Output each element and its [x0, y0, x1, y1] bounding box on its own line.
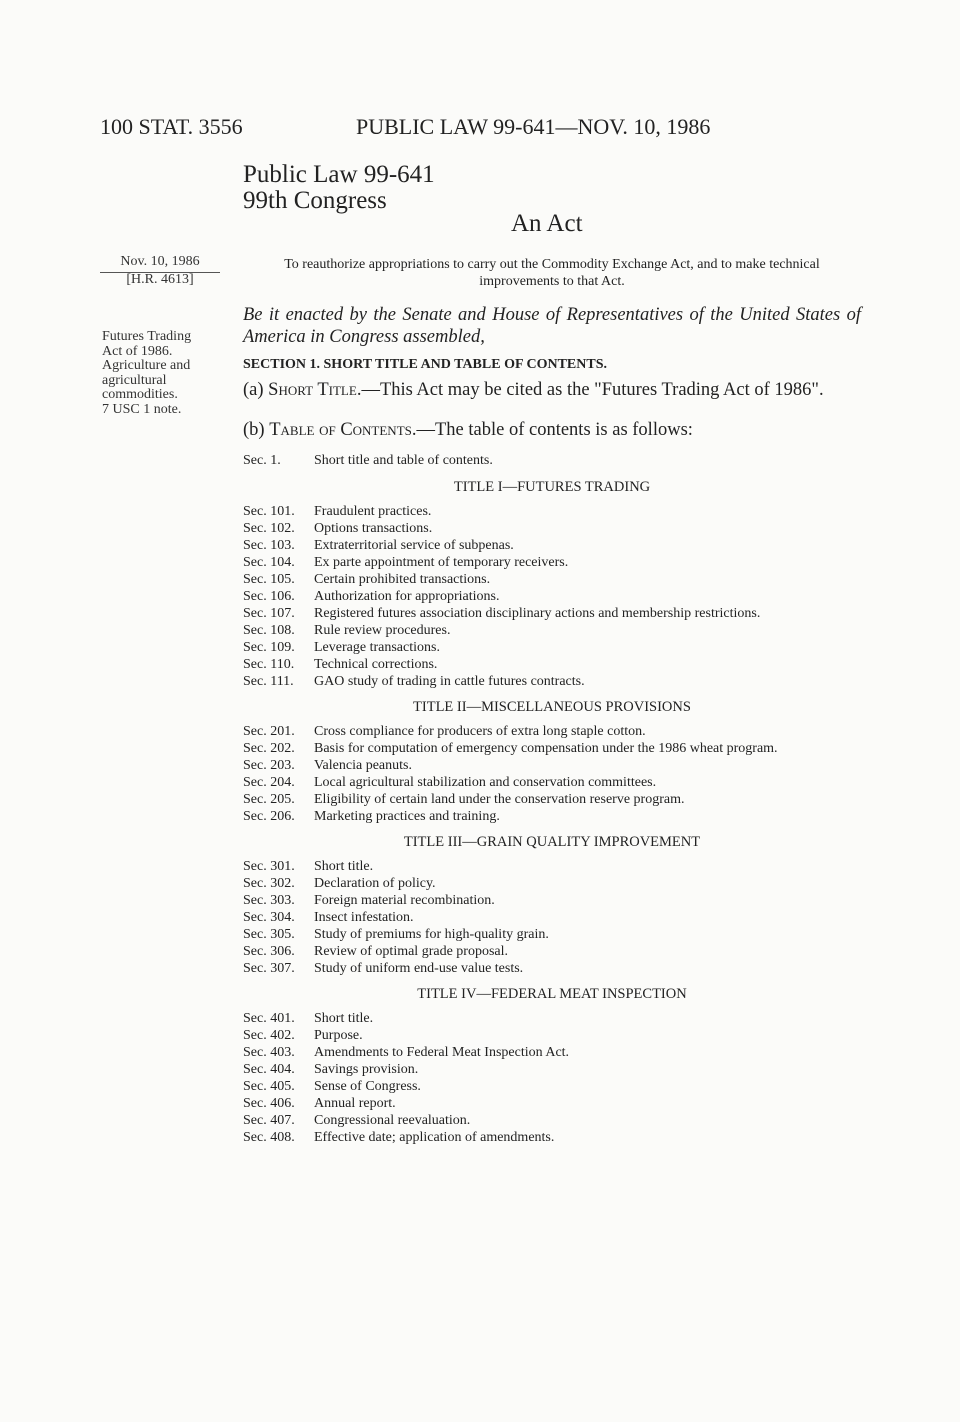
toc-entry [243, 740, 861, 757]
running-head: PUBLIC LAW 99-641—NOV. 10, 1986 [356, 114, 711, 139]
toc-section-title: Study of uniform end-use value tests. [314, 961, 524, 976]
side-note-line: agricultural [102, 372, 167, 388]
toc-entry [243, 926, 861, 943]
toc-section-title: Rule review procedures. [314, 623, 451, 638]
toc-section-number: Sec. 205. [243, 792, 295, 807]
toc-section-number: Sec. 101. [243, 504, 295, 519]
toc-entry [243, 858, 861, 875]
toc-section-number: Sec. 402. [243, 1028, 295, 1043]
toc-section-title: Marketing practices and training. [314, 809, 500, 824]
toc-section-number: Sec. 103. [243, 538, 295, 553]
act-label: An Act [511, 210, 583, 237]
toc-section-title: Leverage transactions. [314, 640, 440, 655]
toc-section-title: Options transactions. [314, 521, 433, 536]
enacting-clause: Be it enacted by the Senate and House of Representatives of the United States of America in Congress assembled, [243, 305, 861, 347]
toc-section-number: Sec. 206. [243, 809, 295, 824]
toc-section-number: Sec. 110. [243, 657, 295, 672]
toc-section-title: Technical corrections. [314, 657, 438, 672]
toc-section-title: Savings provision. [314, 1062, 419, 1077]
toc-section-title: Cross compliance for producers of extra long staple cotton. [314, 724, 646, 739]
toc-section-title: Study of premiums for high-quality grain. [314, 927, 549, 942]
toc-section-title: Purpose. [314, 1028, 363, 1043]
toc-section-title: Declaration of policy. [314, 876, 436, 891]
subsection-a-label: (a) [243, 380, 269, 400]
page-stat-number: 100 STAT. 3556 [100, 114, 243, 139]
toc-section-number: Sec. 108. [243, 623, 295, 638]
margin-date: Nov. 10, 1986 [100, 254, 220, 273]
act-purpose: To reauthorize appropriations to carry out the Commodity Exchange Act, and to make technical improvements to that Act. [284, 257, 820, 289]
margin-side-notes [102, 330, 191, 417]
toc-entry [243, 503, 861, 520]
toc-entry [243, 757, 861, 774]
toc-entry [243, 875, 861, 892]
toc-title-heading: TITLE III—GRAIN QUALITY IMPROVEMENT [403, 834, 701, 850]
toc-entry [243, 892, 861, 909]
toc-section-number: Sec. 405. [243, 1079, 295, 1094]
side-note-line: 7 USC 1 note. [102, 401, 182, 417]
toc-section-number: Sec. 301. [243, 859, 295, 874]
toc-section-title: GAO study of trading in cattle futures contracts. [314, 674, 585, 689]
toc-section-title: Ex parte appointment of temporary receivers. [314, 555, 569, 570]
toc-section-number: Sec. 305. [243, 927, 295, 942]
toc-entry [243, 1112, 861, 1129]
toc-section-title: Short title. [314, 859, 374, 874]
toc-entry [243, 960, 861, 977]
toc-entry [243, 909, 861, 926]
table-of-contents [243, 452, 861, 1146]
subsection-a [243, 380, 861, 400]
toc-title-heading: TITLE I—FUTURES TRADING [453, 479, 651, 495]
toc-section-title: Effective date; application of amendments. [314, 1130, 555, 1145]
toc-entry [243, 1044, 861, 1061]
toc-section-title: Insect infestation. [314, 910, 414, 925]
toc-section-number: Sec. 403. [243, 1045, 295, 1060]
toc-entry [243, 943, 861, 960]
toc-entry [243, 571, 861, 588]
subsection-b-label: (b) [243, 420, 270, 440]
toc-entry [243, 1010, 861, 1027]
toc-entry [243, 622, 861, 639]
toc-section-title: Sense of Congress. [314, 1079, 421, 1094]
toc-section-number: Sec. 203. [243, 758, 295, 773]
toc-entry [243, 1061, 861, 1078]
toc-section-number: Sec. 204. [243, 775, 295, 790]
toc-section-title: Authorization for appropriations. [314, 589, 500, 604]
toc-section-number: Sec. 406. [243, 1096, 295, 1111]
toc-entry [243, 537, 861, 554]
margin-bill-number: [H.R. 4613] [126, 272, 194, 287]
subsection-b-text: .—The table of contents is as follows: [411, 420, 693, 440]
toc-section-number: Sec. 304. [243, 910, 295, 925]
toc-section-title: Local agricultural stabilization and conservation committees. [314, 775, 657, 790]
toc-entry [243, 639, 861, 656]
toc-entry [243, 673, 861, 690]
toc-section-number: Sec. 303. [243, 893, 295, 908]
toc-section-number: Sec. 1. [243, 453, 281, 468]
toc-section-number: Sec. 408. [243, 1130, 295, 1145]
toc-entry [243, 605, 861, 622]
toc-entry [243, 1129, 861, 1146]
toc-section-title: Fraudulent practices. [314, 504, 432, 519]
toc-section-number: Sec. 407. [243, 1113, 295, 1128]
subsection-a-caption: Short Title [268, 380, 357, 400]
toc-entry [243, 1027, 861, 1044]
toc-section-number: Sec. 107. [243, 606, 295, 621]
toc-section-number: Sec. 102. [243, 521, 295, 536]
toc-entry [243, 774, 861, 791]
side-note-line: Agriculture and [102, 358, 191, 373]
toc-section-title: Short title and table of contents. [314, 453, 493, 468]
toc-section-title: Short title. [314, 1011, 374, 1026]
toc-entry [243, 452, 861, 469]
toc-section-number: Sec. 104. [243, 555, 295, 570]
toc-entry [243, 1078, 861, 1095]
toc-section-title: Certain prohibited transactions. [314, 572, 491, 587]
toc-entry [243, 723, 861, 740]
subsection-b-caption: Table of Contents [269, 420, 412, 440]
toc-entry [243, 1095, 861, 1112]
toc-section-title: Valencia peanuts. [314, 758, 412, 773]
side-note-line: Futures Trading [102, 329, 192, 344]
toc-entry [243, 554, 861, 571]
toc-section-title: Congressional reevaluation. [314, 1113, 471, 1128]
toc-section-title: Basis for computation of emergency compensation under the 1986 wheat program. [314, 741, 778, 756]
toc-section-title: Registered futures association disciplinary actions and membership restrictions. [314, 606, 761, 621]
toc-section-number: Sec. 106. [243, 589, 295, 604]
toc-section-title: Foreign material recombination. [314, 893, 495, 908]
toc-section-title: Eligibility of certain land under the conservation reserve program. [314, 792, 685, 807]
toc-section-number: Sec. 105. [243, 572, 295, 587]
toc-entry [243, 588, 861, 605]
toc-entry [243, 520, 861, 537]
toc-entry [243, 808, 861, 825]
law-title: Public Law 99-641 [243, 161, 435, 188]
subsection-b [243, 420, 861, 440]
toc-title-heading: TITLE II—MISCELLANEOUS PROVISIONS [413, 699, 691, 715]
toc-section-title: Amendments to Federal Meat Inspection Act. [314, 1045, 570, 1060]
side-note-line: Act of 1986. [102, 343, 173, 359]
toc-title-heading: TITLE IV—FEDERAL MEAT INSPECTION [417, 986, 687, 1002]
toc-section-number: Sec. 307. [243, 961, 295, 976]
toc-section-title: Extraterritorial service of subpenas. [314, 538, 514, 553]
congress-label: 99th Congress [243, 187, 387, 214]
section-heading: SECTION 1. SHORT TITLE AND TABLE OF CONTENTS. [243, 357, 608, 372]
side-note-line: commodities. [102, 387, 178, 402]
toc-entry [243, 656, 861, 673]
toc-section-number: Sec. 302. [243, 876, 295, 891]
toc-section-number: Sec. 201. [243, 724, 295, 739]
toc-section-number: Sec. 401. [243, 1011, 295, 1026]
toc-section-number: Sec. 404. [243, 1062, 295, 1077]
toc-section-number: Sec. 306. [243, 944, 295, 959]
toc-section-number: Sec. 111. [243, 674, 294, 689]
toc-entry [243, 791, 861, 808]
subsection-a-text: .—This Act may be cited as the "Futures Trading Act of 1986". [356, 380, 824, 400]
toc-section-number: Sec. 109. [243, 640, 295, 655]
toc-section-title: Annual report. [314, 1096, 396, 1111]
toc-section-number: Sec. 202. [243, 741, 295, 756]
toc-section-title: Review of optimal grade proposal. [314, 944, 509, 959]
